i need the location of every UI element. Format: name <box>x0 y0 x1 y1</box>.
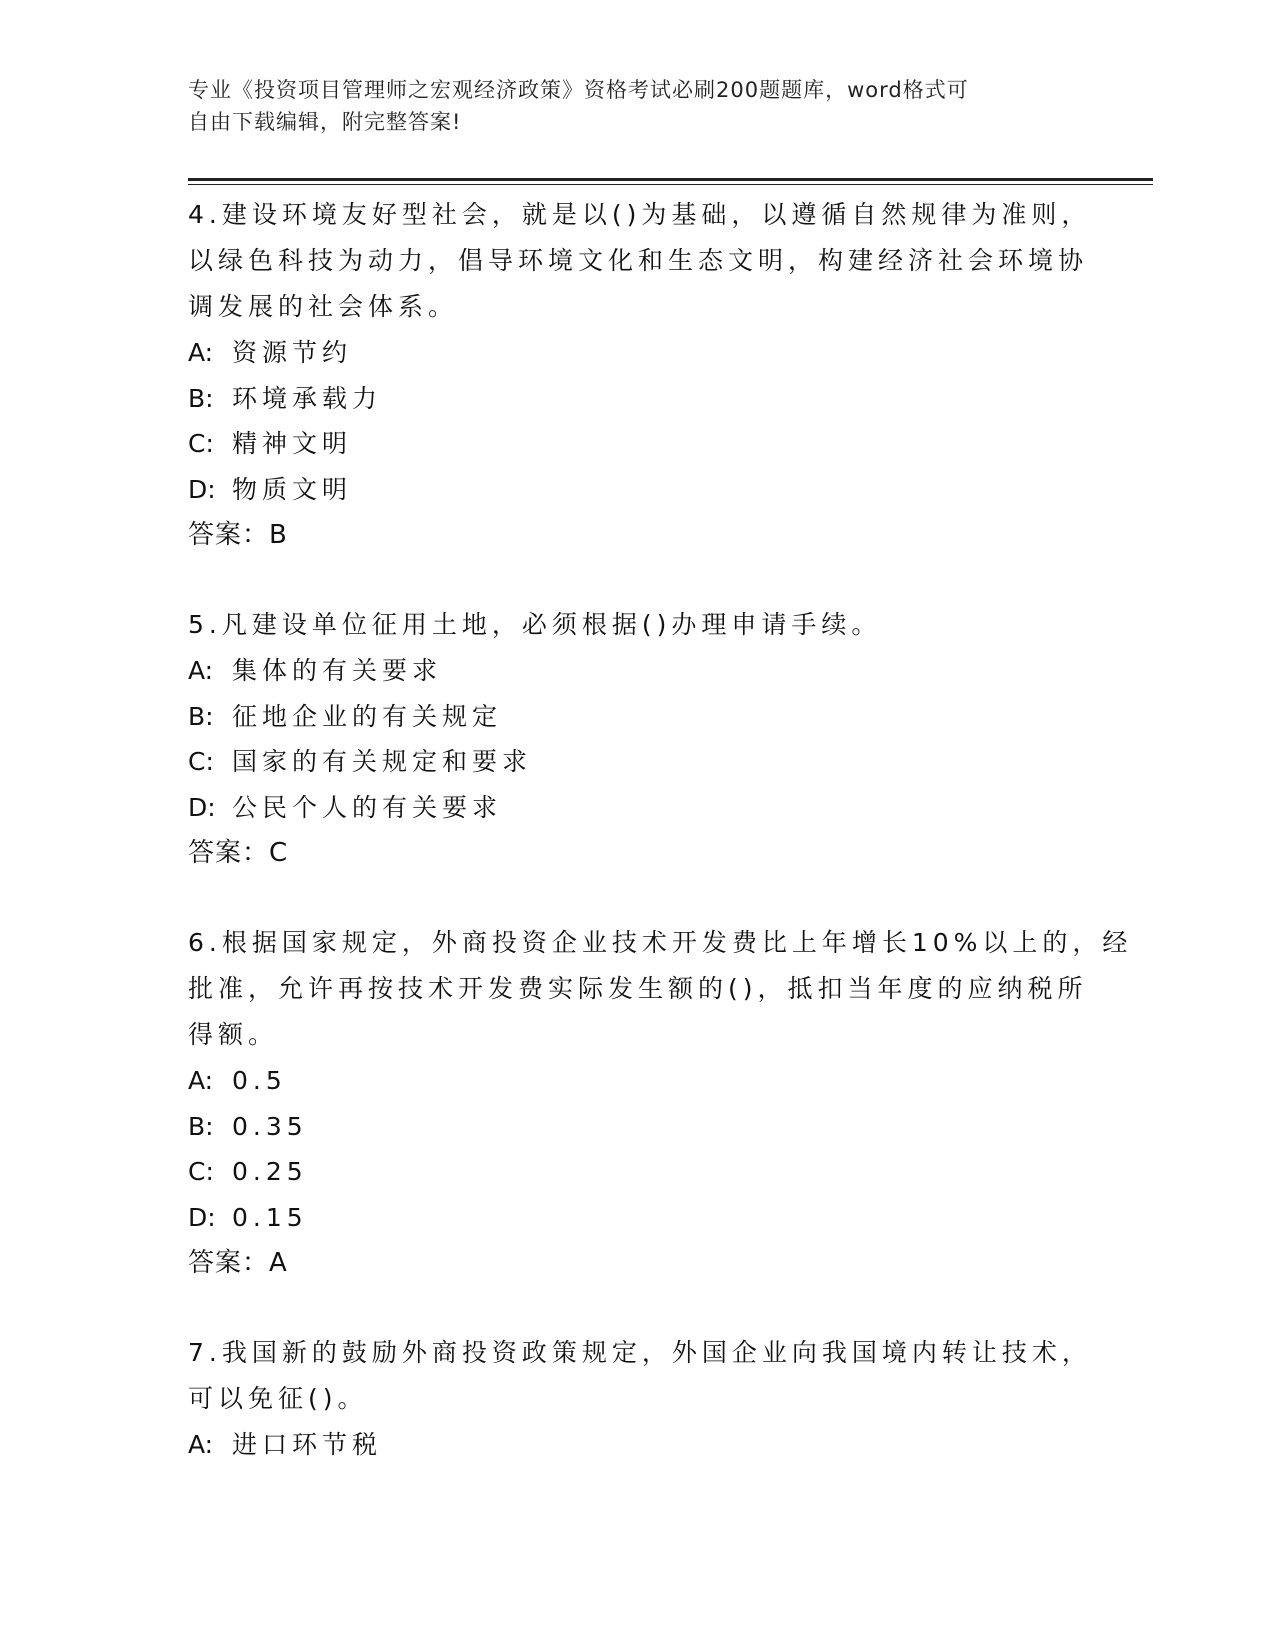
question-text-line: 4.建设环境友好型社会，就是以()为基础，以遵循自然规律为准则， <box>188 200 1092 229</box>
option-c <box>188 739 1088 785</box>
option-text: 0.25 <box>232 1157 308 1186</box>
option-text: 集体的有关要求 <box>232 656 443 685</box>
option-letter: D: <box>188 792 216 822</box>
question-text-line: 调发展的社会体系。 <box>188 292 459 321</box>
header-line-2: 自由下载编辑，附完整答案! <box>188 110 462 134</box>
option-c <box>188 1149 1088 1195</box>
option-a <box>188 330 1088 376</box>
question-text-line: 6.根据国家规定，外商投资企业技术开发费比上年增长10%以上的，经 <box>188 928 1133 957</box>
answer-label: 答案：A <box>188 1248 288 1278</box>
question-text-line: 得额。 <box>188 1020 279 1049</box>
option-b <box>188 376 1088 422</box>
header-line-1: 专业《投资项目管理师之宏观经济政策》资格考试必刷200题题库，word格式可 <box>188 78 969 102</box>
question-4 <box>188 192 1092 558</box>
option-text: 0.5 <box>232 1066 287 1095</box>
question-spacer <box>188 876 1088 920</box>
option-text: 0.15 <box>232 1202 308 1232</box>
option-a <box>188 648 1088 694</box>
option-text: 公民个人的有关要求 <box>232 792 503 822</box>
question-text-line: 批准，允许再按技术开发费实际发生额的()，抵扣当年度的应纳税所 <box>188 974 1088 1003</box>
option-letter: A: <box>188 1066 214 1095</box>
option-text: 物质文明 <box>232 474 353 504</box>
option-letter: A: <box>188 338 214 367</box>
question-spacer <box>188 1286 1088 1330</box>
question-6 <box>188 920 1133 1286</box>
question-text-line: 7.我国新的鼓励外商投资政策规定，外国企业向我国境内转让技术， <box>188 1338 1092 1367</box>
question-text-line: 5.凡建设单位征用土地，必须根据()办理申请手续。 <box>188 610 882 639</box>
option-text: 征地企业的有关规定 <box>232 701 503 731</box>
header-rule-thin <box>188 184 1153 185</box>
answer-label: 答案：C <box>188 838 289 868</box>
header-rule-thick <box>188 178 1153 181</box>
option-letter: D: <box>188 1202 216 1232</box>
option-letter: B: <box>188 1111 214 1141</box>
question-list <box>188 192 1133 1468</box>
option-d <box>188 467 1088 513</box>
option-letter: C: <box>188 429 214 458</box>
option-text: 国家的有关规定和要求 <box>232 747 533 776</box>
question-7 <box>188 1330 1092 1468</box>
document-header <box>188 74 1088 138</box>
option-letter: B: <box>188 701 214 731</box>
option-d <box>188 1195 1088 1241</box>
option-letter: C: <box>188 1157 214 1186</box>
option-letter: C: <box>188 747 214 776</box>
question-spacer <box>188 558 1088 602</box>
option-letter: B: <box>188 383 214 413</box>
answer-label: 答案：B <box>188 520 288 550</box>
question-text-line: 可以免征()。 <box>188 1384 368 1413</box>
question-5 <box>188 602 1088 876</box>
option-b <box>188 694 1088 740</box>
option-text: 环境承载力 <box>232 383 383 413</box>
option-text: 精神文明 <box>232 429 353 458</box>
option-a <box>188 1058 1088 1104</box>
question-text-line: 以绿色科技为动力，倡导环境文化和生态文明，构建经济社会环境协 <box>188 246 1089 275</box>
option-letter: A: <box>188 656 214 685</box>
option-text: 进口环节税 <box>232 1430 383 1459</box>
option-b <box>188 1104 1088 1150</box>
option-c <box>188 421 1088 467</box>
option-letter: D: <box>188 474 216 504</box>
option-d <box>188 785 1088 831</box>
option-a <box>188 1422 1088 1468</box>
option-text: 资源节约 <box>232 338 353 367</box>
option-letter: A: <box>188 1430 214 1459</box>
option-text: 0.35 <box>232 1111 308 1141</box>
